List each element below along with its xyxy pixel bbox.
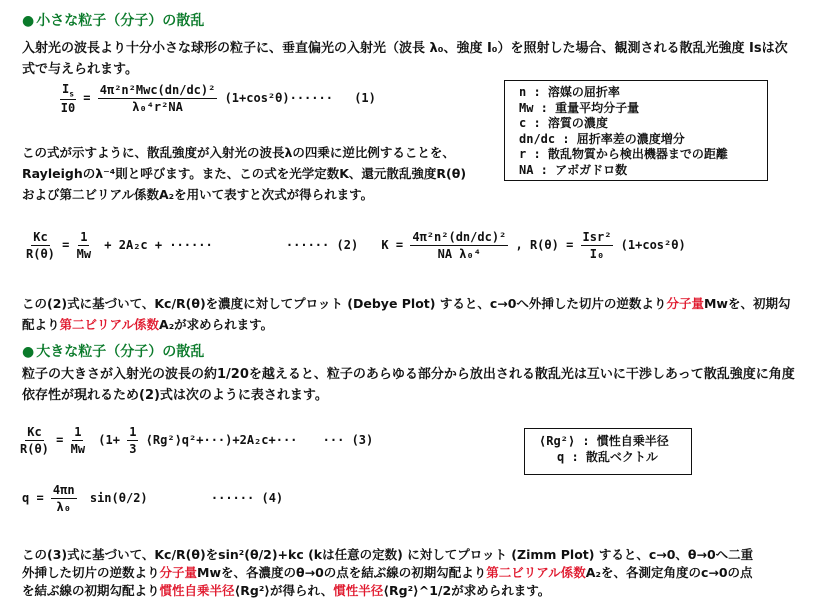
bullet-icon: ● [22, 13, 35, 29]
legend-item: Mw : 重量平均分子量 [519, 100, 640, 115]
legend-item: dn/dc : 屈折率差の濃度増分 [519, 131, 685, 146]
equation-1: $\frac{I_s}{I0}$ = $\frac{\text{4π²n²Mwc(dn/dc)²}}{\text{λ₀⁴r²NA}}$ (1+cos²θ)······ (1) [60, 82, 376, 116]
legend-item: r : 散乱物質から検出機器までの距離 [519, 147, 728, 161]
equation-4: q = $\frac{4\pi n}{\text{λ₀}}$ sin(θ/2) ······ (4) [22, 483, 284, 514]
section1-heading: ● 小さな粒子（分子）の散乱 [22, 13, 205, 29]
equation-3: $\frac{Kc}{R(\theta)}$ = $\frac{1}{Mw}$ (1+ $\frac{1}{3}$ ⟨Rg²⟩q²+···)+2A₂c+··· ··· (3) [20, 425, 374, 456]
section2-intro: 粒子の大きさが入射光の波長の約1/20を越えると、粒子のあらゆる部分から放出される散乱光は互いに干渉しあって散乱強度に角度 依存性が現れるため(2)式は次のように表されます。 [22, 367, 795, 403]
bullet-icon: ● [22, 344, 35, 360]
section1-intro: 入射光の波長より十分小さな球形の粒子に、垂直偏光の入射光（波長 λ₀、強度 I₀）を照射した場合、観測される散乱光強度 Isは次 式で与えられます。 [22, 41, 788, 77]
section1-middle: この式が示すように、散乱強度が入射光の波長λの四乗に逆比例することを、 Rayleighのλ⁻⁴則と呼びます。また、この式を光学定数K、還元散乱強度R(θ) および第二ビリアル係数A₂を用いて表すと次式が得られます。 [22, 145, 467, 202]
section2-heading: ● 大きな粒子（分子）の散乱 [22, 344, 205, 360]
legend-item: n : 溶媒の屈折率 [519, 85, 620, 99]
legend-item: c : 溶質の濃度 [519, 116, 608, 130]
variable-legend-2 [524, 428, 692, 475]
legend-item: ⟨Rg²⟩ : 慣性自乗半径 [539, 434, 669, 448]
legend-item: q : 散乱ベクトル [557, 449, 658, 464]
equation-2: $\frac{Kc}{R(\theta)}$ = $\frac{1}{Mw}$ + 2A₂c + ······ ······ (2) K = $\frac{\text{4π²n²(dn/dc)²}}{\text{NA λ₀⁴}}$ , R(θ) = $\frac{\text{Isr²}}{\text{I₀}}$ (1+cos²θ) [26, 230, 686, 261]
variable-legend [504, 80, 768, 181]
section1-conclusion: この(2)式に基づいて、Kc/R(θ)を濃度に対してプロット (Debye Plot) すると、c→0へ外挿した切片の逆数より分子量Mwを、初期勾 配より第二ビリアル係数A₂が求められます。 [22, 296, 791, 332]
legend-item: NA : アボガドロ数 [519, 162, 628, 177]
section2-conclusion: この(3)式に基づいて、Kc/R(θ)をsin²(θ/2)+kc (kは任意の定数) に対してプロット (Zimm Plot) すると、c→0、θ→0へ二重 外挿した切片の逆数より分子量Mwを、各濃度のθ→0の点を結ぶ線の初期勾配より第二ビリアル係数A₂を、各測定角度のc→0の点 を結ぶ線の初期勾配より慣性自乗半径⟨Rg²⟩が得られ、慣性半径⟨Rg²⟩^1/2が求められます。 [22, 547, 754, 598]
